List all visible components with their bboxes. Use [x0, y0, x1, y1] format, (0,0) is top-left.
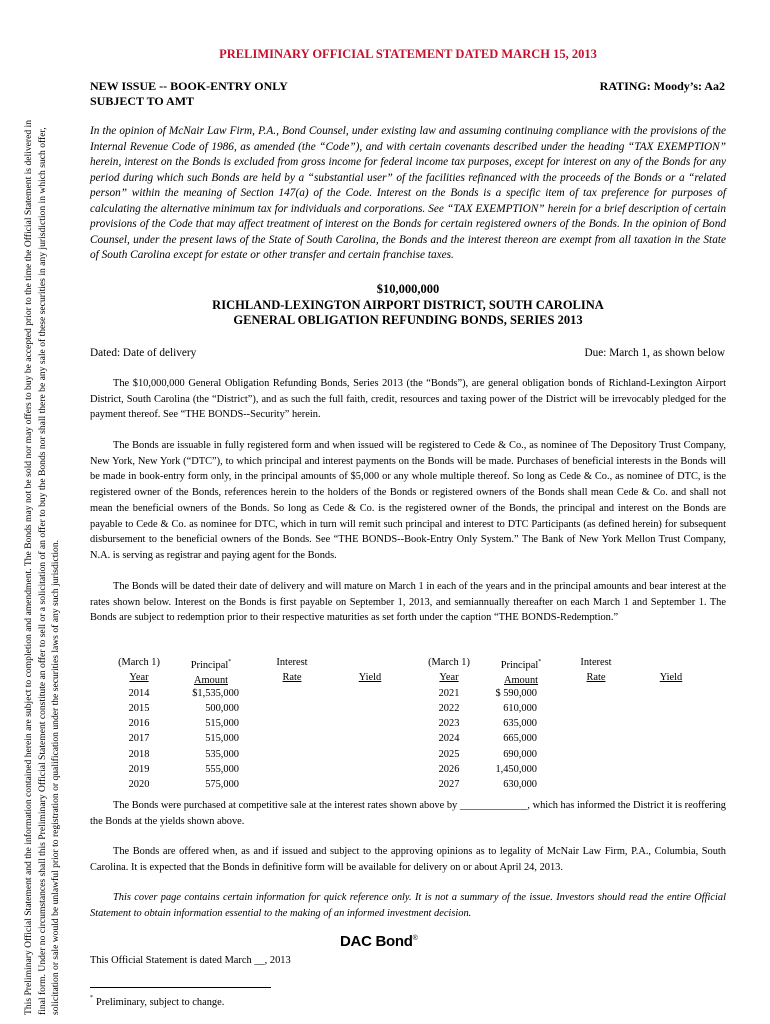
footnote-text: Preliminary, subject to change.	[96, 997, 225, 1008]
left-yield-header	[352, 670, 388, 685]
col-header-interest: Interest	[276, 657, 308, 668]
paragraph-cover-notice-text: This cover page contains certain information for quick reference only. It is not a summary of the issue. Investors should read the entire Official Statement to obtain information essential to the making of an informed investment decision.	[90, 892, 726, 919]
paragraph-competitive-sale	[90, 798, 726, 829]
sidebar-line-3: solicitation or sale would be unlawful prior to registration or qualification under the securities laws of any such jurisdiction.	[50, 539, 61, 1015]
principal-amount: 635,000	[503, 718, 537, 730]
col-header-year-right: Year	[439, 672, 459, 684]
maturity-year: 2016	[128, 718, 150, 730]
col-header-year: Year	[129, 672, 149, 684]
paragraph-book-entry	[90, 438, 726, 564]
bond-titles	[90, 282, 726, 329]
maturity-year: 2022	[438, 702, 460, 714]
issuer-name: RICHLAND-LEXINGTON AIRPORT DISTRICT, SOUTH CAROLINA	[212, 297, 604, 312]
rating: RATING: Moody’s: Aa2	[599, 79, 725, 93]
col-header-principal-right: Principal	[500, 660, 539, 671]
principal-amount: 1,450,000	[495, 764, 537, 776]
maturity-year: 2014	[128, 687, 150, 699]
maturity-year: 2018	[128, 748, 150, 760]
footnote	[90, 995, 224, 1008]
col-header-amount: Amount	[193, 675, 229, 687]
principal-star: *	[228, 659, 232, 665]
principal-amount: 630,000	[503, 779, 537, 791]
dated-line: Dated: Date of delivery	[90, 347, 197, 359]
issue-line-2: SUBJECT TO AMT	[90, 94, 195, 108]
bond-amount: $10,000,000	[376, 282, 440, 296]
maturity-year: 2019	[128, 764, 150, 776]
paragraph-competitive-sale-text: The Bonds were purchased at competitive sale at the interest rates shown above by _____________, which has informed the District it is reoffering the Bonds at the yields shown above.	[90, 800, 726, 827]
paragraph-maturity	[90, 579, 726, 626]
col-header-march1-right: (March 1)	[428, 657, 470, 668]
maturity-year: 2021	[438, 687, 460, 699]
maturity-year: 2015	[128, 702, 150, 714]
right-principal-header	[494, 655, 548, 689]
paragraph-book-entry-text: The Bonds are issuable in fully registered form and when issued will be registered to Cede & Co., as nominee of The Depository Trust Company, New York, New York (“DTC”), to which principal and interest payments on the Bonds will be made. Purchases of beneficial interests in the Bonds will be made in book-entry form only, in the principal amounts of $5,000 or any whole multiple thereof. So long as Cede & Co., as nominee of DTC, is the registered owner of the Bonds, references herein to the holders of the Bonds or registered owners of the Bonds shall mean Cede & Co. and shall not mean the beneficial owners of the Bonds. So long as Cede & Co. is the registered owner of the Bonds, the principal and interest on the Bonds are payable to Cede & Co. as nominee for DTC, which in turn will remit such principal and interest to DTC Participants (as defined herein) for subsequent disbursement to the beneficial owners of the Bonds. See “THE BONDS--Book-Entry Only System.” The Bank of New York Mellon Trust Company, N.A. is serving as registrar and paying agent for the Bonds.	[90, 440, 726, 561]
maturity-year: 2027	[438, 779, 460, 791]
paragraph-legal-opinion	[90, 844, 726, 875]
col-header-yield-right: Yield	[659, 672, 683, 684]
right-year-column	[418, 655, 480, 793]
sidebar-line-1: This Preliminary Official Statement and the information contained herein are subject to completion and amendment. The Bonds may not be sold nor may offers to buy be accepted prior to the time the Official Statement is delivered in	[23, 120, 34, 1015]
paragraph-security-text: The $10,000,000 General Obligation Refunding Bonds, Series 2013 (the “Bonds”), are general obligation bonds of Richland-Lexington Airport District, South Carolina (the “District”), and as such the full faith, credit, resources and taxing power of the District will be irrevocably pledged for the payment thereof. See “THE BONDS--Security” herein.	[90, 378, 726, 421]
maturity-year: 2026	[438, 764, 460, 776]
left-amount-column	[170, 686, 239, 793]
maturity-year: 2025	[438, 748, 460, 760]
col-header-principal: Principal	[190, 660, 229, 671]
paragraph-security	[90, 376, 726, 423]
maturity-year: 2023	[438, 718, 460, 730]
footnote-divider	[90, 987, 271, 988]
series-name: GENERAL OBLIGATION REFUNDING BONDS, SERIES 2013	[233, 313, 583, 327]
paragraph-cover-notice	[90, 890, 726, 921]
principal-amount: 515,000	[205, 718, 239, 730]
principal-amount: 555,000	[205, 764, 239, 776]
col-header-rate: Rate	[282, 672, 302, 684]
issue-line-1: NEW ISSUE -- BOOK-ENTRY ONLY	[90, 79, 288, 93]
maturity-year: 2017	[128, 733, 150, 745]
preliminary-header: PRELIMINARY OFFICIAL STATEMENT DATED MARCH 15, 2013	[219, 47, 597, 61]
principal-amount: $1,535,000	[192, 687, 239, 699]
logo-text: DAC Bond	[340, 933, 413, 950]
maturity-year: 2020	[128, 779, 150, 791]
tax-opinion-paragraph: In the opinion of McNair Law Firm, P.A., Bond Counsel, under existing law and assuming continuing compliance with the provisions of the Internal Revenue Code of 1986, as amended (the “Code”), and with certain covenants described under the heading “TAX EXEMPTION” herein, interest on the Bonds is excluded from gross income for federal income tax purposes, except for interest on any of the Bonds for any period during which such Bonds are held by a “substantial user” of the facilities refinanced with the proceeds of the Bonds or a “related person” within the meaning of Section 147(a) of the Code. Interest on the Bonds is a specific item of tax preference for purposes of calculating the alternative minimum tax for individuals and corporations. See “TAX EXEMPTION” herein for a brief description of certain provisions of the Code that may affect treatment of interest on the Bonds for certain registered owners of the Bonds. In the opinion of Bond Counsel, under the present laws of the State of South Carolina, the Bonds and the interest thereon are exempt from all taxation in the State of South Carolina except for estate or other transfer and certain franchise taxes.	[90, 125, 726, 261]
left-principal-header	[182, 655, 240, 689]
maturity-year: 2024	[438, 733, 460, 745]
col-header-interest-right: Interest	[580, 657, 612, 668]
left-interest-header	[270, 655, 314, 686]
principal-amount: 665,000	[503, 733, 537, 745]
right-amount-column	[475, 686, 537, 793]
col-header-amount-right: Amount	[503, 675, 539, 687]
right-yield-header	[653, 670, 689, 685]
sidebar-line-2: final form. Under no circumstances shall this Preliminary Official Statement constitute an offer to sell or a solicitation of an offer to buy the Bonds nor shall there be any sale of these securities in any jurisdiction in which such offer,	[36, 127, 48, 1015]
paragraph-maturity-text: The Bonds will be dated their date of delivery and will mature on March 1 in each of the years and in the principal amounts and bear interest at the rates shown below. Interest on the Bonds is first payable on September 1, 2013, and semiannually thereafter on each March 1 and September 1. The Bonds are subject to redemption prior to their respective maturities as set forth under the caption “THE BONDS-Redemption.”	[90, 581, 726, 624]
principal-amount: 500,000	[205, 702, 239, 714]
logo-trademark: ®	[412, 935, 418, 942]
principal-amount: 690,000	[503, 748, 537, 760]
issue-type	[90, 79, 288, 109]
due-line: Due: March 1, as shown below	[584, 347, 725, 359]
footnote-mark: *	[90, 995, 93, 1001]
left-year-column	[108, 655, 170, 793]
official-statement-date: This Official Statement is dated March __, 2013	[90, 955, 291, 966]
paragraph-legal-opinion-text: The Bonds are offered when, as and if issued and subject to the approving opinions as to legality of McNair Law Firm, P.A., Columbia, South Carolina. It is expected that the Bonds in definitive form will be available for delivery on or about April 24, 2013.	[90, 846, 726, 873]
col-header-yield: Yield	[358, 672, 382, 684]
principal-amount: 610,000	[503, 702, 537, 714]
principal-amount: 535,000	[205, 748, 239, 760]
col-header-march1: (March 1)	[118, 657, 160, 668]
principal-star-right: *	[538, 659, 542, 665]
principal-amount: $ 590,000	[495, 687, 537, 699]
principal-amount: 515,000	[205, 733, 239, 745]
principal-amount: 575,000	[205, 779, 239, 791]
preliminary-disclaimer-sidebar	[22, 55, 63, 1015]
col-header-rate-right: Rate	[586, 672, 606, 684]
right-interest-header	[574, 655, 618, 686]
dac-bond-logo	[340, 933, 417, 950]
